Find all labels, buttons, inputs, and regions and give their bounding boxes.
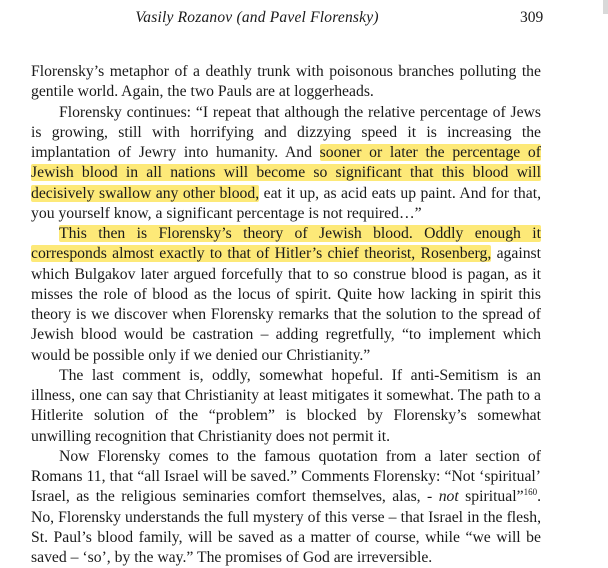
body-text <box>31 62 541 568</box>
footnote-marker[interactable]: 160 <box>523 487 538 498</box>
p5-text-mid: spiritual” <box>458 488 524 506</box>
running-title: Vasily Rozanov (and Pavel Florensky) <box>135 9 379 26</box>
paragraph-5 <box>31 447 541 568</box>
p2-text-after: eat it up, as acid eats up paint. And for that, you yourself know, a significant percentage is not required…” <box>31 184 541 222</box>
p5-text-before: Now Florensky comes to the famous quotation from a later section of Romans 11, that “all Israel will be saved.” Comments Florensky: “Not ‘spiritual’ Israel, as the religious seminaries comfort themselves, alas, - <box>31 447 541 506</box>
running-header <box>0 9 608 31</box>
p5-italic-not: not <box>438 488 459 506</box>
p2-text-before: Florensky continues: “I repeat that although the relative percentage of Jews is growing, still with horrifying and dizzying speed it is increasing the implantation of Jewry into humanity. And <box>31 103 541 161</box>
p5-text-after: . No, Florensky understands the full mystery of this verse – that Israel in the flesh, St. Paul’s blood family, will be saved as a matter of course, while “we will be saved – ‘so’, by the way.” The promises of God are irreversible. <box>31 488 541 566</box>
paragraph-4: The last comment is, oddly, somewhat hopeful. If anti-Semitism is an illness, one can say that Christianity at least mitigates it somewhat. The path to a Hitlerite solution of the “problem” is blocked by Florensky’s somewhat unwilling recognition that Christianity does not permit it. <box>31 366 541 445</box>
highlighted-passage-2[interactable]: This then is Florensky’s theory of Jewish blood. Oddly enough it corresponds almost exactly to that of Hitler’s chief theorist, Rosenberg, <box>31 225 541 263</box>
page-edge-mark <box>603 0 608 14</box>
p3-text-after: against which Bulgakov later argued forcefully that to so construe blood is pagan, as it misses the role of blood as the locus of spirit. Quite how lacking in spirit this theory is we discover when Florensky remarks that the solution to the spread of Jewish blood would be castration – adding regretfully, “to implement which would be possible only if we denied our Christianity.” <box>31 245 541 364</box>
paragraph-3 <box>31 224 541 366</box>
paragraph-1: Florensky’s metaphor of a deathly trunk with poisonous branches polluting the gentile world. Again, the two Pauls are at loggerheads. <box>31 63 541 101</box>
page-number: 309 <box>520 9 544 26</box>
paragraph-2 <box>31 103 541 225</box>
highlighted-passage-1[interactable]: sooner or later the percentage of Jewish blood in all nations will become so significant that this blood will decisively swallow any other blood, <box>31 144 541 202</box>
